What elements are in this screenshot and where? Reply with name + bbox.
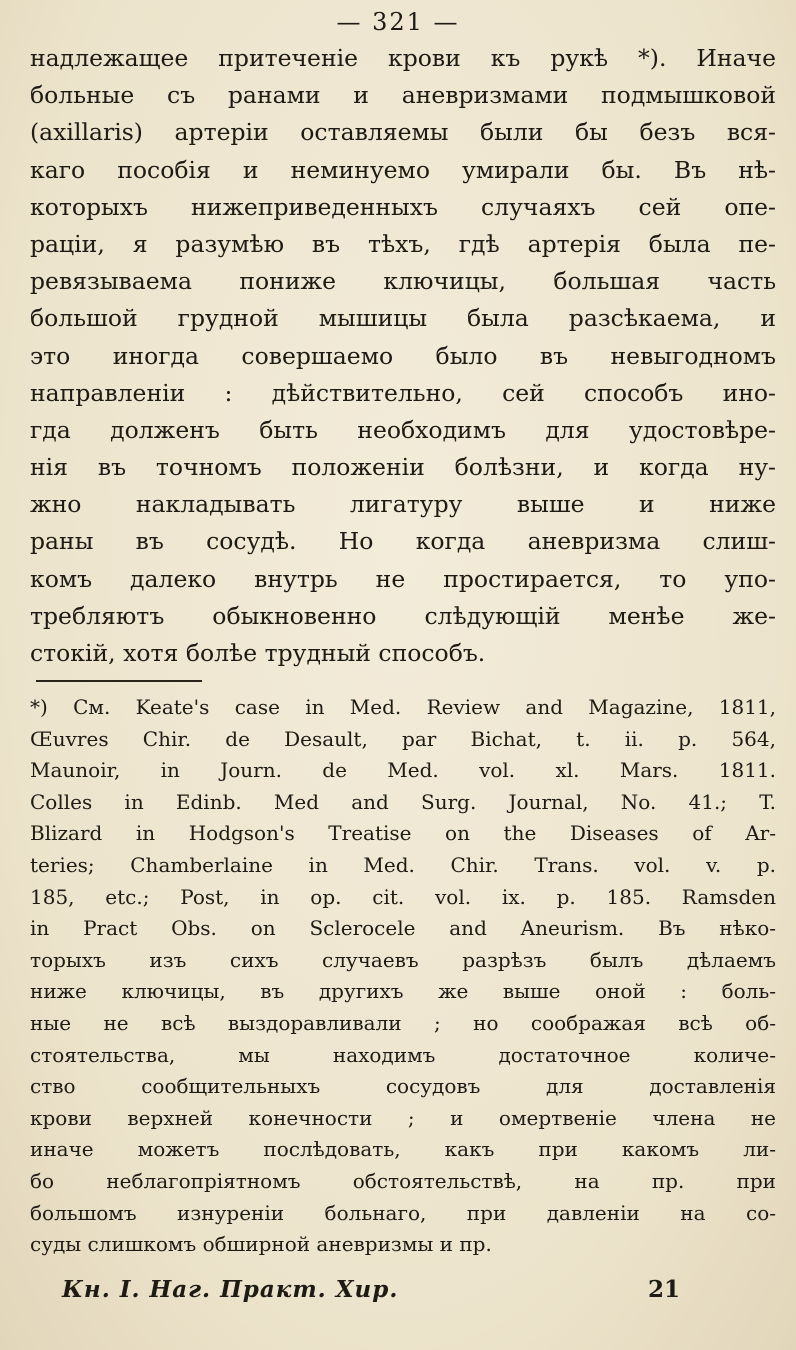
text-line: каго пособія и неминуемо умирали бы. Въ нѣ- [30, 155, 776, 184]
footnote-line: стоятельства, мы находимъ достаточное количе- [30, 1042, 776, 1067]
text-line: требляютъ обыкновенно слѣдующій менѣе же- [30, 601, 776, 630]
text-line: надлежащее притеченіе крови къ рукѣ *). Иначе [30, 44, 776, 72]
footnote-line: иначе можетъ послѣдовать, какъ при какомъ ли- [30, 1137, 776, 1162]
text-line: это иногда совершаемо было въ невыгодномъ [30, 341, 776, 370]
footnote-line: Œuvres Chir. de Desault, par Bichat, t. ii. p. 564, [30, 726, 776, 751]
text-line: больные съ ранами и аневризмами подмышковой [30, 81, 776, 110]
footnote-divider [36, 680, 202, 682]
footnote [30, 692, 776, 1261]
footnote-line: торыхъ изъ сихъ случаевъ разрѣзъ былъ дѣлаемъ [30, 947, 776, 972]
text-line: которыхъ нижеприведенныхъ случаяхъ сей опе- [30, 192, 776, 221]
signature-mark: Кн. I. Наг. Практ. Хир. [62, 1276, 399, 1303]
text-line: стокій, хотя болѣе трудный способъ. [30, 639, 486, 667]
signature-number: 21 [648, 1276, 681, 1303]
text-line: гда долженъ быть необходимъ для удостовѣре- [30, 415, 776, 444]
footnote-line: большомъ изнуреніи больнаго, при давленіи на со- [30, 1200, 776, 1225]
text-line: раціи, я разумѣю въ тѣхъ, гдѣ артерія была пе- [30, 229, 776, 258]
footnote-line: Blizard in Hodgson's Treatise on the Diseases of Ar- [30, 821, 776, 846]
footnote-line: ные не всѣ выздоравливали ; но соображая всѣ об- [30, 1010, 776, 1035]
footnote-line: суды слишкомъ обширной аневризмы и пр. [30, 1232, 492, 1257]
footnote-line: ниже ключицы, въ другихъ же выше оной : боль- [30, 979, 776, 1004]
text-line: раны въ сосудѣ. Но когда аневризма слиш- [30, 527, 776, 556]
text-line: большой грудной мышицы была разсѣкаема, и [30, 304, 776, 333]
footnote-line: *) См. Keate's case in Med. Review and Magazine, 1811, [30, 695, 776, 719]
footnote-line: in Pract Obs. on Sclerocele and Aneurism. Въ нѣко- [30, 916, 776, 941]
footnote-line: крови верхней конечности ; и омертвеніе члена не [30, 1105, 776, 1130]
footnote-line: 185, etc.; Post, in op. cit. vol. ix. p. 185. Ramsden [30, 884, 776, 909]
footnote-line: teries; Chamberlaine in Med. Chir. Trans. vol. v. p. [30, 852, 776, 877]
text-line: комъ далеко внутрь не простирается, то упо- [30, 564, 776, 593]
footnote-line: Maunoir, in Journ. de Med. vol. xl. Mars. 1811. [30, 758, 776, 783]
text-line: (axillaris) артеріи оставляемы были бы безъ вся- [30, 118, 776, 147]
main-text [30, 40, 776, 672]
footnote-line: ство сообщительныхъ сосудовъ для доставленія [30, 1074, 776, 1099]
text-line: жно накладывать лигатуру выше и ниже [30, 490, 776, 519]
page-number: — 321 — [336, 8, 460, 36]
footnote-line: Colles in Edinb. Med and Surg. Journal, No. 41.; T. [30, 789, 776, 814]
footnote-line: бо неблагопріятномъ обстоятельствѣ, на пр. при [30, 1168, 776, 1193]
text-line: ревязываема пониже ключицы, большая часть [30, 267, 776, 296]
text-line: направленіи : дѣйствительно, сей способъ ино- [30, 378, 776, 407]
text-line: нія въ точномъ положеніи болѣзни, и когда ну- [30, 453, 776, 482]
